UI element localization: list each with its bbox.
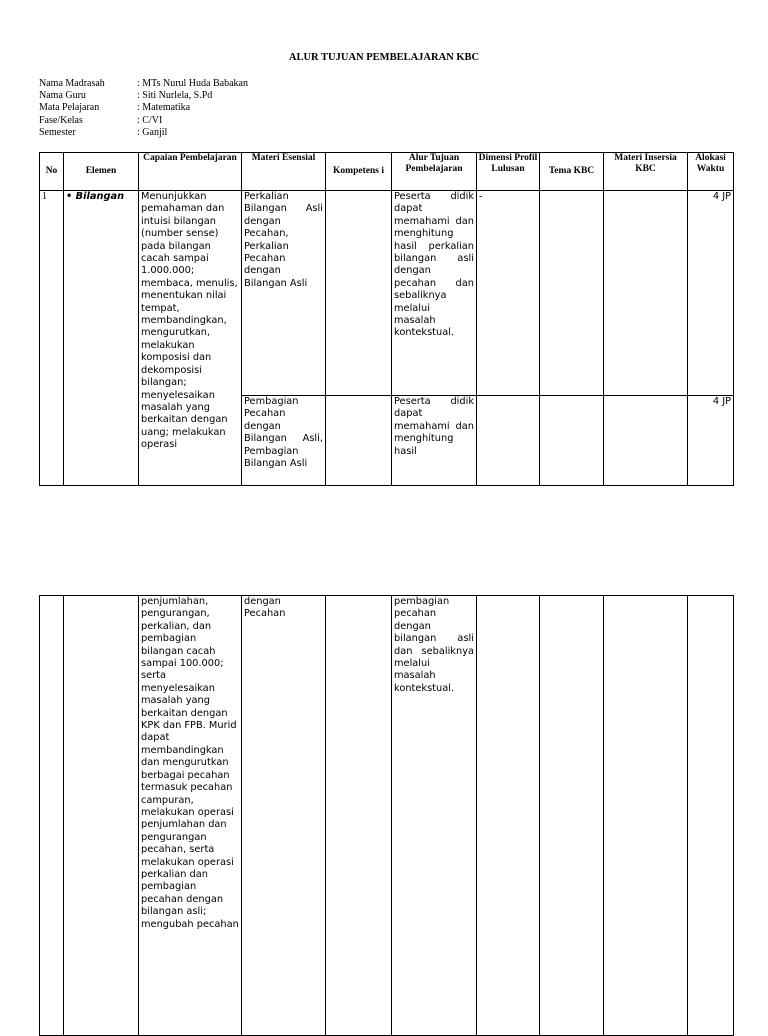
cell-alokasi: 4 JP	[688, 396, 734, 486]
header-alokasi: Alokasi Waktu	[688, 153, 734, 191]
cell-alokasi: 4 JP	[688, 191, 734, 396]
cell-dimensi	[477, 396, 540, 486]
info-block	[39, 78, 248, 139]
info-value: : Siti Nurlela, S.Pd	[137, 90, 213, 102]
info-value: : Ganjil	[137, 126, 168, 138]
header-dimensi: Dimensi Profil Lulusan	[477, 153, 540, 191]
info-label: Semester	[39, 126, 76, 138]
header-materi: Materi Esensial	[242, 153, 326, 191]
cell-no	[40, 596, 64, 1036]
cell-dimensi	[477, 596, 540, 1036]
header-elemen: Elemen	[64, 153, 139, 191]
info-row-guru	[39, 90, 248, 102]
table-row	[40, 596, 734, 1036]
cell-insersia	[604, 596, 688, 1036]
cell-tema	[540, 596, 604, 1036]
cell-insersia	[604, 191, 688, 396]
cell-alokasi	[688, 596, 734, 1036]
atp-table-continued	[39, 595, 734, 1036]
info-row-fase	[39, 115, 248, 127]
info-value: : MTs Nurul Huda Babakan	[137, 78, 248, 89]
table-row	[40, 191, 734, 396]
table-header-row	[40, 153, 734, 191]
cell-materi: Perkalian Bilangan Asli dengan Pecahan, Perkalian Pecahan dengan Bilangan Asli	[242, 191, 326, 396]
info-value: : C/VI	[137, 114, 163, 126]
cell-capaian: Menunjukkan pemahaman dan intuisi bilangan (number sense) pada bilangan cacah sampai 1.000.000; membaca, menulis, menentukan nilai tempat, membandingkan, mengurutkan, melakukan komposisi dan dekomposisi bilangan; menyelesaikan masalah yang berkaitan dengan uang; melakukan operasi	[139, 191, 242, 486]
cell-alur: pembagian pecahan dengan bilangan asli dan sebaliknya melalui masalah kontekstual.	[392, 596, 477, 1036]
cell-insersia	[604, 396, 688, 486]
header-kompetensi: Kompetens i	[326, 153, 392, 191]
cell-tema	[540, 396, 604, 486]
cell-no: 1	[40, 191, 64, 486]
cell-alur: Peserta didik dapat memahami dan menghitung hasil	[392, 396, 477, 486]
cell-elemen: • Bilangan	[64, 191, 139, 486]
info-row-semester	[39, 127, 248, 139]
header-insersia: Materi Insersia KBC	[604, 153, 688, 191]
cell-elemen	[64, 596, 139, 1036]
header-tema: Tema KBC	[540, 153, 604, 191]
header-alur: Alur Tujuan Pembelajaran	[392, 153, 477, 191]
info-label: Fase/Kelas	[39, 114, 83, 126]
info-row-madrasah	[39, 78, 248, 90]
header-capaian: Capaian Pembelajaran	[139, 153, 242, 191]
info-label: Nama Guru	[39, 90, 86, 102]
cell-dimensi: -	[477, 191, 540, 396]
cell-materi: Pembagian Pecahan dengan Bilangan Asli, Pembagian Bilangan Asli	[242, 396, 326, 486]
cell-kompetensi	[326, 191, 392, 396]
document-title: ALUR TUJUAN PEMBELAJARAN KBC	[288, 52, 480, 63]
info-label: Nama Madrasah	[39, 78, 105, 89]
info-row-mapel	[39, 102, 248, 114]
cell-capaian: penjumlahan, pengurangan, perkalian, dan pembagian bilangan cacah sampai 100.000; serta menyelesaikan masalah yang berkaitan dengan KPK dan FPB. Murid dapat membandingkan dan mengurutkan berbagai pecahan termasuk pecahan campuran, melakukan operasi penjumlahan dan pengurangan pecahan, serta melakukan operasi perkalian dan pembagian pecahan dengan bilangan asli; mengubah pecahan	[139, 596, 242, 1036]
info-label: Mata Pelajaran	[39, 102, 100, 114]
cell-alur: Peserta didik dapat memahami dan menghitung hasil perkalian bilangan asli dengan pecahan dan sebaliknya melalui masalah kontekstual.	[392, 191, 477, 396]
cell-tema	[540, 191, 604, 396]
cell-kompetensi	[326, 396, 392, 486]
atp-table	[39, 152, 734, 486]
info-value: : Matematika	[137, 102, 191, 114]
cell-materi: dengan Pecahan	[242, 596, 326, 1036]
header-no: No	[40, 153, 64, 191]
cell-kompetensi	[326, 596, 392, 1036]
